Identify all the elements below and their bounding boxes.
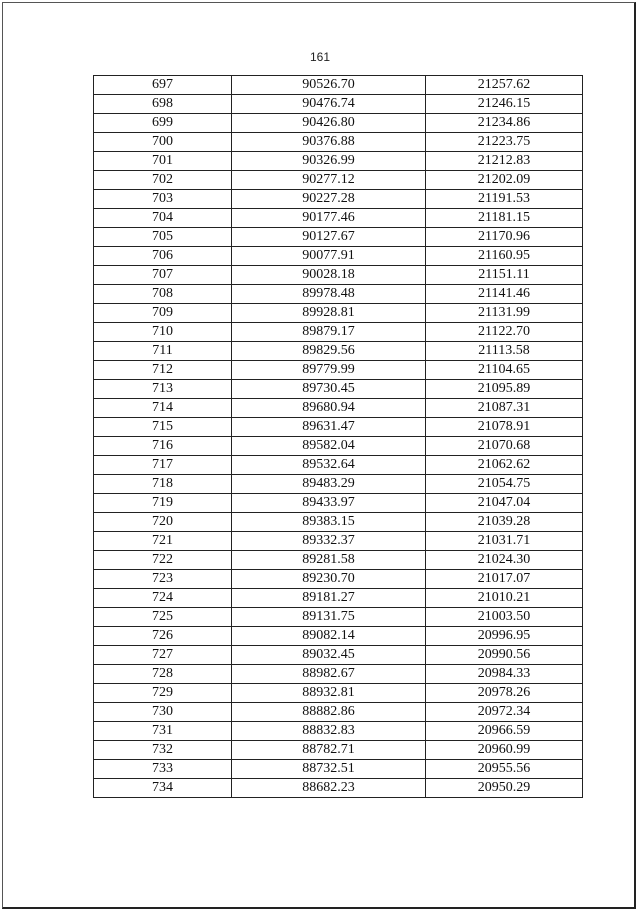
table-row [94,627,583,646]
table-row [94,494,583,513]
table-row [94,247,583,266]
table-row [94,456,583,475]
value-a-cell: 88882.86 [232,703,426,722]
value-a-cell: 89383.15 [232,513,426,532]
value-a-cell: 89483.29 [232,475,426,494]
row-index-cell: 730 [94,703,232,722]
page-number: 161 [309,50,331,64]
table-row [94,76,583,95]
row-index-cell: 719 [94,494,232,513]
value-a-cell: 88782.71 [232,741,426,760]
row-index-cell: 728 [94,665,232,684]
row-index-cell: 716 [94,437,232,456]
value-a-cell: 90077.91 [232,247,426,266]
value-a-cell: 90277.12 [232,171,426,190]
row-index-cell: 717 [94,456,232,475]
value-a-cell: 90177.46 [232,209,426,228]
value-a-cell: 89032.45 [232,646,426,665]
row-index-cell: 702 [94,171,232,190]
table-row [94,133,583,152]
value-b-cell: 21031.71 [426,532,583,551]
value-b-cell: 21122.70 [426,323,583,342]
table-row [94,760,583,779]
value-b-cell: 21104.65 [426,361,583,380]
value-a-cell: 89829.56 [232,342,426,361]
value-b-cell: 20996.95 [426,627,583,646]
value-b-cell: 21191.53 [426,190,583,209]
value-a-cell: 89730.45 [232,380,426,399]
table-row [94,608,583,627]
row-index-cell: 712 [94,361,232,380]
table-row [94,266,583,285]
table-row [94,285,583,304]
table-row [94,589,583,608]
table-row [94,475,583,494]
value-a-cell: 89532.64 [232,456,426,475]
value-b-cell: 21087.31 [426,399,583,418]
table-row [94,114,583,133]
table-row [94,703,583,722]
value-a-cell: 88682.23 [232,779,426,798]
row-index-cell: 697 [94,76,232,95]
value-a-cell: 89332.37 [232,532,426,551]
value-b-cell: 20960.99 [426,741,583,760]
value-a-cell: 89433.97 [232,494,426,513]
table-row [94,532,583,551]
table-row [94,722,583,741]
value-b-cell: 21131.99 [426,304,583,323]
row-index-cell: 722 [94,551,232,570]
row-index-cell: 703 [94,190,232,209]
value-a-cell: 90376.88 [232,133,426,152]
table-row [94,380,583,399]
value-b-cell: 21170.96 [426,228,583,247]
table-row [94,418,583,437]
table-row [94,779,583,798]
value-b-cell: 20972.34 [426,703,583,722]
row-index-cell: 729 [94,684,232,703]
row-index-cell: 707 [94,266,232,285]
table-row [94,551,583,570]
data-table [93,75,583,798]
value-b-cell: 21054.75 [426,475,583,494]
value-a-cell: 88732.51 [232,760,426,779]
value-b-cell: 21003.50 [426,608,583,627]
value-b-cell: 21246.15 [426,95,583,114]
value-b-cell: 21070.68 [426,437,583,456]
value-b-cell: 20955.56 [426,760,583,779]
value-b-cell: 21113.58 [426,342,583,361]
table-body [94,76,583,798]
table-row [94,399,583,418]
value-b-cell: 21062.62 [426,456,583,475]
table-row [94,684,583,703]
table-row [94,342,583,361]
table-row [94,323,583,342]
value-a-cell: 89230.70 [232,570,426,589]
value-a-cell: 89779.99 [232,361,426,380]
row-index-cell: 732 [94,741,232,760]
value-b-cell: 21151.11 [426,266,583,285]
value-a-cell: 88832.83 [232,722,426,741]
value-b-cell: 21223.75 [426,133,583,152]
table-row [94,95,583,114]
value-b-cell: 21078.91 [426,418,583,437]
value-a-cell: 90326.99 [232,152,426,171]
row-index-cell: 715 [94,418,232,437]
row-index-cell: 709 [94,304,232,323]
value-b-cell: 21017.07 [426,570,583,589]
value-a-cell: 90476.74 [232,95,426,114]
table-row [94,437,583,456]
row-index-cell: 710 [94,323,232,342]
value-a-cell: 89582.04 [232,437,426,456]
value-b-cell: 20966.59 [426,722,583,741]
value-b-cell: 20984.33 [426,665,583,684]
value-a-cell: 89978.48 [232,285,426,304]
row-index-cell: 711 [94,342,232,361]
value-a-cell: 89879.17 [232,323,426,342]
value-a-cell: 88932.81 [232,684,426,703]
row-index-cell: 725 [94,608,232,627]
value-b-cell: 21024.30 [426,551,583,570]
value-a-cell: 90127.67 [232,228,426,247]
row-index-cell: 734 [94,779,232,798]
row-index-cell: 699 [94,114,232,133]
row-index-cell: 733 [94,760,232,779]
row-index-cell: 698 [94,95,232,114]
value-a-cell: 90227.28 [232,190,426,209]
value-b-cell: 20950.29 [426,779,583,798]
row-index-cell: 731 [94,722,232,741]
value-a-cell: 89680.94 [232,399,426,418]
row-index-cell: 723 [94,570,232,589]
value-a-cell: 90028.18 [232,266,426,285]
value-a-cell: 90526.70 [232,76,426,95]
row-index-cell: 718 [94,475,232,494]
row-index-cell: 714 [94,399,232,418]
row-index-cell: 721 [94,532,232,551]
value-b-cell: 21181.15 [426,209,583,228]
value-b-cell: 20978.26 [426,684,583,703]
table-row [94,741,583,760]
value-a-cell: 89082.14 [232,627,426,646]
table-row [94,171,583,190]
value-a-cell: 88982.67 [232,665,426,684]
row-index-cell: 727 [94,646,232,665]
table-row [94,570,583,589]
value-b-cell: 21010.21 [426,589,583,608]
table-row [94,190,583,209]
row-index-cell: 705 [94,228,232,247]
table-row [94,228,583,247]
table-row [94,152,583,171]
value-a-cell: 89131.75 [232,608,426,627]
row-index-cell: 720 [94,513,232,532]
row-index-cell: 708 [94,285,232,304]
value-b-cell: 21257.62 [426,76,583,95]
value-b-cell: 21234.86 [426,114,583,133]
row-index-cell: 726 [94,627,232,646]
row-index-cell: 713 [94,380,232,399]
row-index-cell: 701 [94,152,232,171]
value-a-cell: 89631.47 [232,418,426,437]
value-b-cell: 21039.28 [426,513,583,532]
table-row [94,304,583,323]
value-b-cell: 21095.89 [426,380,583,399]
value-b-cell: 21047.04 [426,494,583,513]
value-b-cell: 20990.56 [426,646,583,665]
table-row [94,665,583,684]
value-a-cell: 89928.81 [232,304,426,323]
table-row [94,209,583,228]
row-index-cell: 700 [94,133,232,152]
table-row [94,361,583,380]
table-row [94,646,583,665]
value-b-cell: 21141.46 [426,285,583,304]
value-a-cell: 89281.58 [232,551,426,570]
value-b-cell: 21160.95 [426,247,583,266]
row-index-cell: 704 [94,209,232,228]
row-index-cell: 706 [94,247,232,266]
value-b-cell: 21202.09 [426,171,583,190]
value-b-cell: 21212.83 [426,152,583,171]
value-a-cell: 89181.27 [232,589,426,608]
table-row [94,513,583,532]
row-index-cell: 724 [94,589,232,608]
value-a-cell: 90426.80 [232,114,426,133]
